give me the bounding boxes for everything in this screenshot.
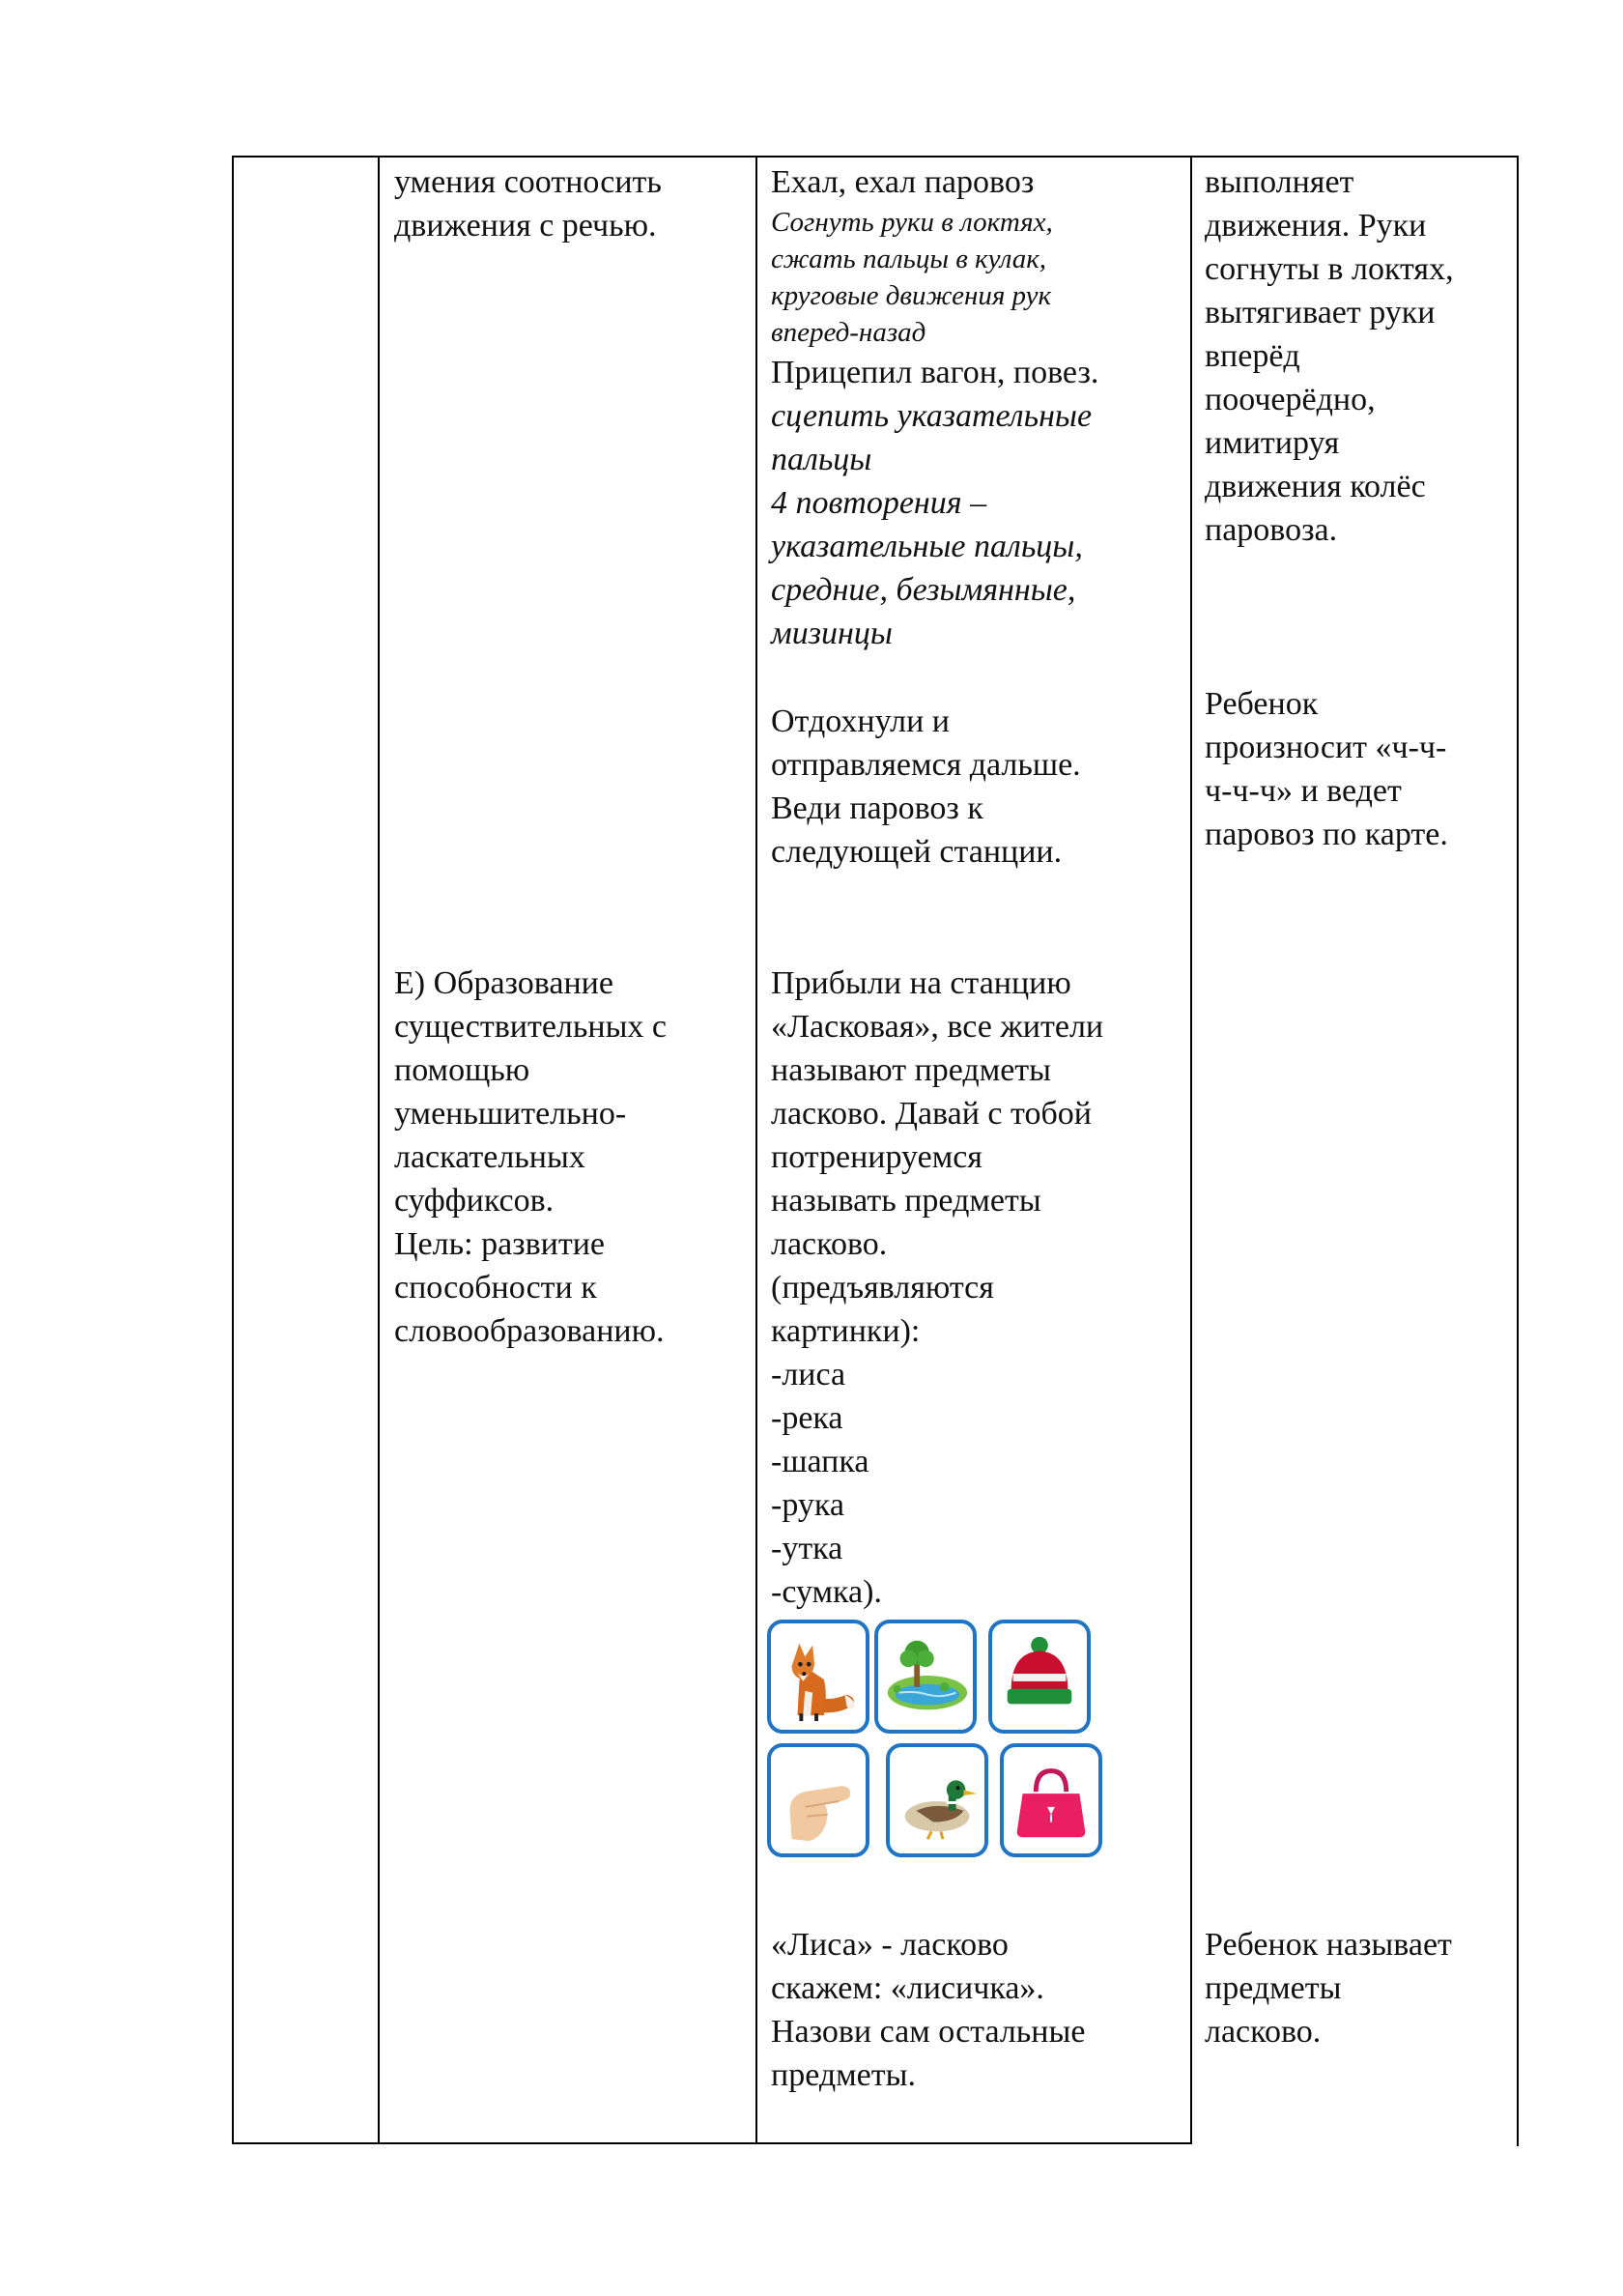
text-line: предметы bbox=[1205, 1970, 1342, 2006]
text-line: имитируя bbox=[1205, 425, 1340, 461]
text-line: умения соотносить bbox=[394, 164, 662, 200]
instruction-2 bbox=[771, 394, 1186, 655]
text-line: словообразованию. bbox=[394, 1313, 665, 1349]
bag-picture bbox=[1000, 1743, 1102, 1857]
text-line: Веди паровоз к bbox=[771, 790, 983, 826]
child-action-3 bbox=[1205, 1923, 1514, 2053]
text-line: -шапка bbox=[771, 1444, 869, 1479]
instruction-line: 4 повторения – bbox=[771, 485, 987, 521]
instruction-line: пальцы bbox=[771, 442, 872, 477]
table-top-border bbox=[232, 156, 1519, 158]
text-line: называют предметы bbox=[771, 1052, 1052, 1088]
text-line: поочерёдно, bbox=[1205, 382, 1376, 417]
rhyme-line: Ехал, ехал паровоз bbox=[771, 164, 1035, 200]
text-line: вытягивает руки bbox=[1205, 295, 1436, 330]
text-line: «Лиса» - ласково bbox=[771, 1927, 1009, 1963]
task-e-description bbox=[394, 961, 752, 1353]
instruction-line: сцепить указательные bbox=[771, 398, 1093, 434]
instruction-line: указательные пальцы, bbox=[771, 529, 1083, 564]
text-line: помощью bbox=[394, 1052, 530, 1088]
instruction-line: Согнуть руки в локтях, bbox=[771, 207, 1053, 238]
child-action-1 bbox=[1205, 160, 1514, 552]
hat-picture bbox=[988, 1620, 1091, 1734]
text-line: Отдохнули и bbox=[771, 703, 950, 739]
hand-picture bbox=[767, 1743, 869, 1857]
text-line: выполняет bbox=[1205, 164, 1354, 200]
text-line: ласково. bbox=[1205, 2014, 1322, 2050]
text-line: -сумка). bbox=[771, 1574, 882, 1610]
text-line: движения. Руки bbox=[1205, 208, 1427, 244]
hand-icon bbox=[771, 1747, 866, 1853]
instruction-line: круговые движения рук bbox=[771, 280, 1052, 311]
text-line: ласкательных bbox=[394, 1139, 585, 1175]
text-line: -утка bbox=[771, 1531, 843, 1566]
text-line: ласково. Давай с тобой bbox=[771, 1096, 1092, 1132]
text-line: ласково. bbox=[771, 1226, 888, 1262]
river-icon bbox=[878, 1623, 973, 1730]
duck-icon bbox=[890, 1747, 984, 1853]
child-action-2 bbox=[1205, 682, 1514, 856]
table-bottom-border bbox=[232, 2142, 1192, 2144]
text-line: отправляемся дальше. bbox=[771, 747, 1081, 783]
text-line: -лиса bbox=[771, 1357, 846, 1392]
bag-icon bbox=[1004, 1747, 1098, 1853]
text-line: согнуты в локтях, bbox=[1205, 251, 1454, 287]
text-line: Прибыли на станцию bbox=[771, 965, 1071, 1001]
river-picture bbox=[874, 1620, 977, 1734]
instruction-line: мизинцы bbox=[771, 616, 893, 651]
fox-icon bbox=[771, 1623, 866, 1730]
text-line: существительных с bbox=[394, 1009, 668, 1045]
text-line: движения колёс bbox=[1205, 469, 1426, 504]
rhyme-block bbox=[771, 160, 1186, 655]
rhyme-line: Прицепил вагон, повез. bbox=[771, 355, 1099, 390]
text-line: уменьшительно- bbox=[394, 1096, 627, 1132]
text-line: суффиксов. bbox=[394, 1183, 555, 1219]
text-line: -рука bbox=[771, 1487, 844, 1523]
text-line: -река bbox=[771, 1400, 843, 1436]
rest-instruction bbox=[771, 700, 1186, 874]
example-instruction bbox=[771, 1923, 1186, 2097]
column-divider-1 bbox=[378, 156, 380, 2144]
text-line: потренируемся bbox=[771, 1139, 982, 1175]
duck-picture bbox=[886, 1743, 988, 1857]
fox-picture bbox=[767, 1620, 869, 1734]
text-line: паровоз по карте. bbox=[1205, 817, 1448, 852]
column-divider-3 bbox=[1190, 156, 1192, 2144]
instruction-line: средние, безымянные, bbox=[771, 572, 1076, 608]
hat-icon bbox=[992, 1623, 1087, 1730]
text-line: предметы. bbox=[771, 2057, 916, 2093]
instruction-line: вперед-назад bbox=[771, 317, 926, 348]
text-line: картинки): bbox=[771, 1313, 921, 1349]
text-line: «Ласковая», все жители bbox=[771, 1009, 1104, 1045]
text-line: способности к bbox=[394, 1270, 597, 1306]
table-left-border bbox=[232, 156, 234, 2144]
text-line: Ребенок bbox=[1205, 686, 1319, 722]
text-line: Назови сам остальные bbox=[771, 2014, 1086, 2050]
table-right-border bbox=[1517, 156, 1519, 2146]
text-line: ч-ч-ч» и ведет bbox=[1205, 773, 1402, 809]
instruction-1 bbox=[771, 204, 1186, 351]
text-line: Е) Образование bbox=[394, 965, 613, 1001]
text-line: произносит «ч-ч- bbox=[1205, 730, 1447, 765]
column-divider-2 bbox=[755, 156, 757, 2144]
text-line: скажем: «лисичка». bbox=[771, 1970, 1044, 2006]
instruction-line: сжать пальцы в кулак, bbox=[771, 244, 1047, 274]
text-line: паровоза. bbox=[1205, 512, 1338, 548]
text-line: называть предметы bbox=[771, 1183, 1041, 1219]
skill-goal-text bbox=[394, 160, 752, 247]
text-line: вперёд bbox=[1205, 338, 1300, 374]
station-description bbox=[771, 961, 1186, 1614]
text-line: следующей станции. bbox=[771, 834, 1063, 870]
text-line: Ребенок называет bbox=[1205, 1927, 1452, 1963]
text-line: движения с речью. bbox=[394, 208, 657, 244]
text-line: (предъявляются bbox=[771, 1270, 994, 1306]
text-line: Цель: развитие bbox=[394, 1226, 605, 1262]
